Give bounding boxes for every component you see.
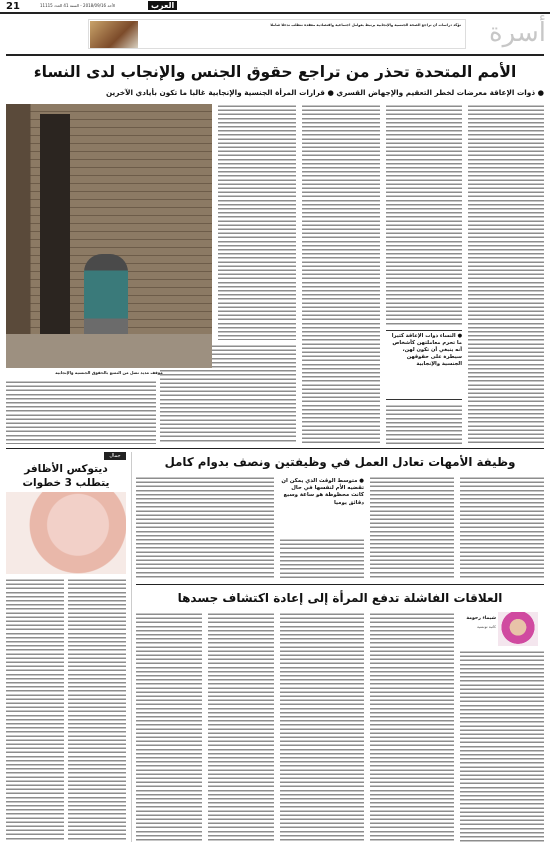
third-column-3 bbox=[280, 612, 364, 842]
sidebar-column-a bbox=[68, 578, 126, 840]
logo: العرب bbox=[148, 1, 177, 10]
main-subhead: ● ذوات الإعاقة معرضات لخطر التعقيم والإجهاض القسري ● قرارات المرأة الجنسية والإنجابية غالبا ما تكون بأيادي الآخرين bbox=[105, 88, 544, 97]
photo-doorway bbox=[40, 114, 70, 344]
divider bbox=[6, 54, 544, 56]
author-role: كاتبة تونسية bbox=[476, 624, 496, 629]
second-pull-quote: ● متوسط الوقت الذي يمكن أن تقضيه الأم لنفسها في حال كانت محظوظة هو ساعة وسبع دقائق يوميا bbox=[281, 478, 364, 506]
section-title: أسرة bbox=[489, 18, 546, 48]
third-headline[interactable]: العلاقات الفاشلة تدفع المرأة إلى إعادة اكتشاف جسدها bbox=[177, 591, 503, 605]
main-pull-quote: ● النساء ذوات الإعاقة كثيرا ما تحرم معاملتهن كأشخاص أنه ينبغي أن تكون لهن، سيطرة على حقوقهن الجنسية والإنجابية bbox=[386, 330, 462, 400]
second-column-3 bbox=[280, 538, 364, 578]
sidebar-photo bbox=[6, 492, 126, 574]
third-column-5 bbox=[136, 612, 202, 842]
teaser-image bbox=[90, 21, 138, 48]
second-column-2 bbox=[370, 476, 454, 578]
article-column-2 bbox=[386, 104, 462, 326]
second-column-4 bbox=[136, 476, 274, 578]
top-teaser[interactable] bbox=[88, 19, 466, 49]
masthead-bar bbox=[0, 0, 550, 14]
divider bbox=[131, 452, 132, 842]
photo-ground bbox=[6, 334, 212, 368]
author-name: شيماء رحومة bbox=[466, 616, 496, 621]
page-number: 21 bbox=[6, 1, 20, 12]
third-column-1 bbox=[460, 650, 544, 842]
third-column-2 bbox=[370, 612, 454, 842]
teaser-text: تؤكد دراسات أن تراجع الصحة الجنسية والإنجابية يرتبط بعوامل اجتماعية واقتصادية معقدة تتطلب تدخلا شاملا bbox=[270, 23, 461, 27]
article-column-2b bbox=[386, 404, 462, 444]
article-column-1 bbox=[468, 104, 544, 444]
sidebar-column-b bbox=[6, 578, 64, 840]
sidebar-headline[interactable]: ديتوكس الأظافر يتطلب 3 خطوات bbox=[22, 463, 110, 489]
second-headline[interactable]: وظيفة الأمهات تعادل العمل في وظيفتين ونصف بدوام كامل bbox=[164, 455, 516, 469]
photo-figure bbox=[84, 254, 128, 346]
article-column-3 bbox=[302, 104, 380, 444]
divider bbox=[6, 448, 544, 449]
main-headline[interactable]: الأمم المتحدة تحذر من تراجع حقوق الجنس والإنجاب لدى النساء bbox=[33, 63, 517, 81]
second-column-1 bbox=[460, 476, 544, 578]
main-photo-caption: موقف مديد تصل من التمتع بالحقوق الجنسية والإنجابية bbox=[55, 370, 163, 375]
sidebar-tag: جمال bbox=[104, 452, 126, 460]
date-line: الأحد 2018/09/16 - السنة 41 العدد 11115 bbox=[40, 3, 116, 8]
third-column-4 bbox=[208, 612, 274, 842]
article-column-6 bbox=[6, 380, 156, 444]
main-photo bbox=[6, 104, 212, 368]
article-column-4 bbox=[218, 104, 296, 340]
divider bbox=[136, 584, 544, 585]
author-photo bbox=[498, 612, 538, 646]
